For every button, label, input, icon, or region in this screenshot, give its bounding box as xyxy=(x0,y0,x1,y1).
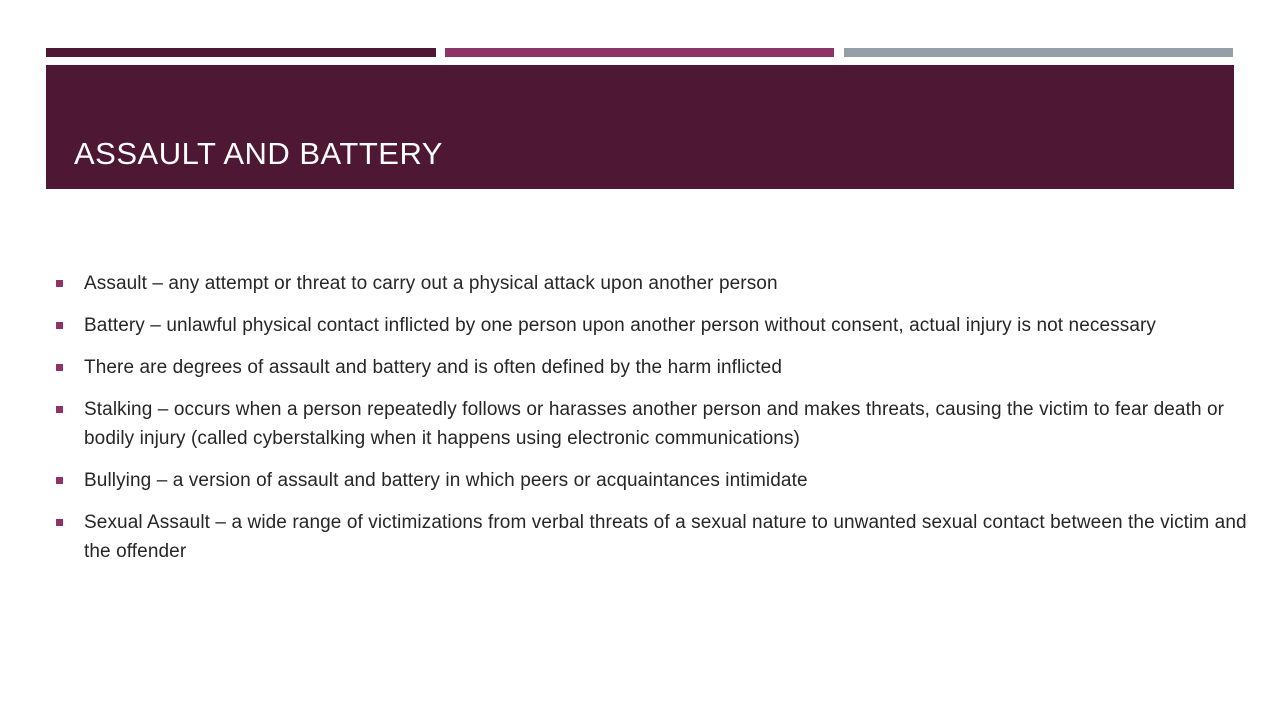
square-bullet-icon xyxy=(56,477,63,484)
bullet-text: There are degrees of assault and battery and is often defined by the harm inflicted xyxy=(84,357,782,378)
square-bullet-icon xyxy=(56,406,63,413)
bullet-text: Sexual Assault – a wide range of victimizations from verbal threats of a sexual nature to unwanted sexual contact between the victim and the offender xyxy=(84,512,1247,562)
bullet-item xyxy=(54,508,1254,566)
square-bullet-icon xyxy=(56,364,63,371)
bullet-text: Bullying – a version of assault and battery in which peers or acquaintances intimidate xyxy=(84,470,808,491)
bullet-text: Stalking – occurs when a person repeatedly follows or harasses another person and makes threats, causing the victim to fear death or bodily injury (called cyberstalking when it happens using electronic communications) xyxy=(84,399,1225,449)
accent-bar-dark xyxy=(46,48,436,57)
bullet-text: Assault – any attempt or threat to carry out a physical attack upon another person xyxy=(84,273,778,294)
accent-bar-gray xyxy=(844,48,1233,57)
bullet-item xyxy=(54,269,1254,298)
bullet-list xyxy=(54,269,1254,579)
bullet-item xyxy=(54,466,1254,495)
title-band xyxy=(46,65,1234,189)
bullet-item xyxy=(54,395,1254,453)
slide-title: ASSAULT AND BATTERY xyxy=(74,136,443,171)
bullet-item xyxy=(54,311,1254,340)
square-bullet-icon xyxy=(56,322,63,329)
square-bullet-icon xyxy=(56,519,63,526)
bullet-text: Battery – unlawful physical contact inflicted by one person upon another person without consent, actual injury is not necessary xyxy=(84,315,1157,336)
bullet-item xyxy=(54,353,1254,382)
accent-bar-magenta xyxy=(445,48,834,57)
square-bullet-icon xyxy=(56,280,63,287)
